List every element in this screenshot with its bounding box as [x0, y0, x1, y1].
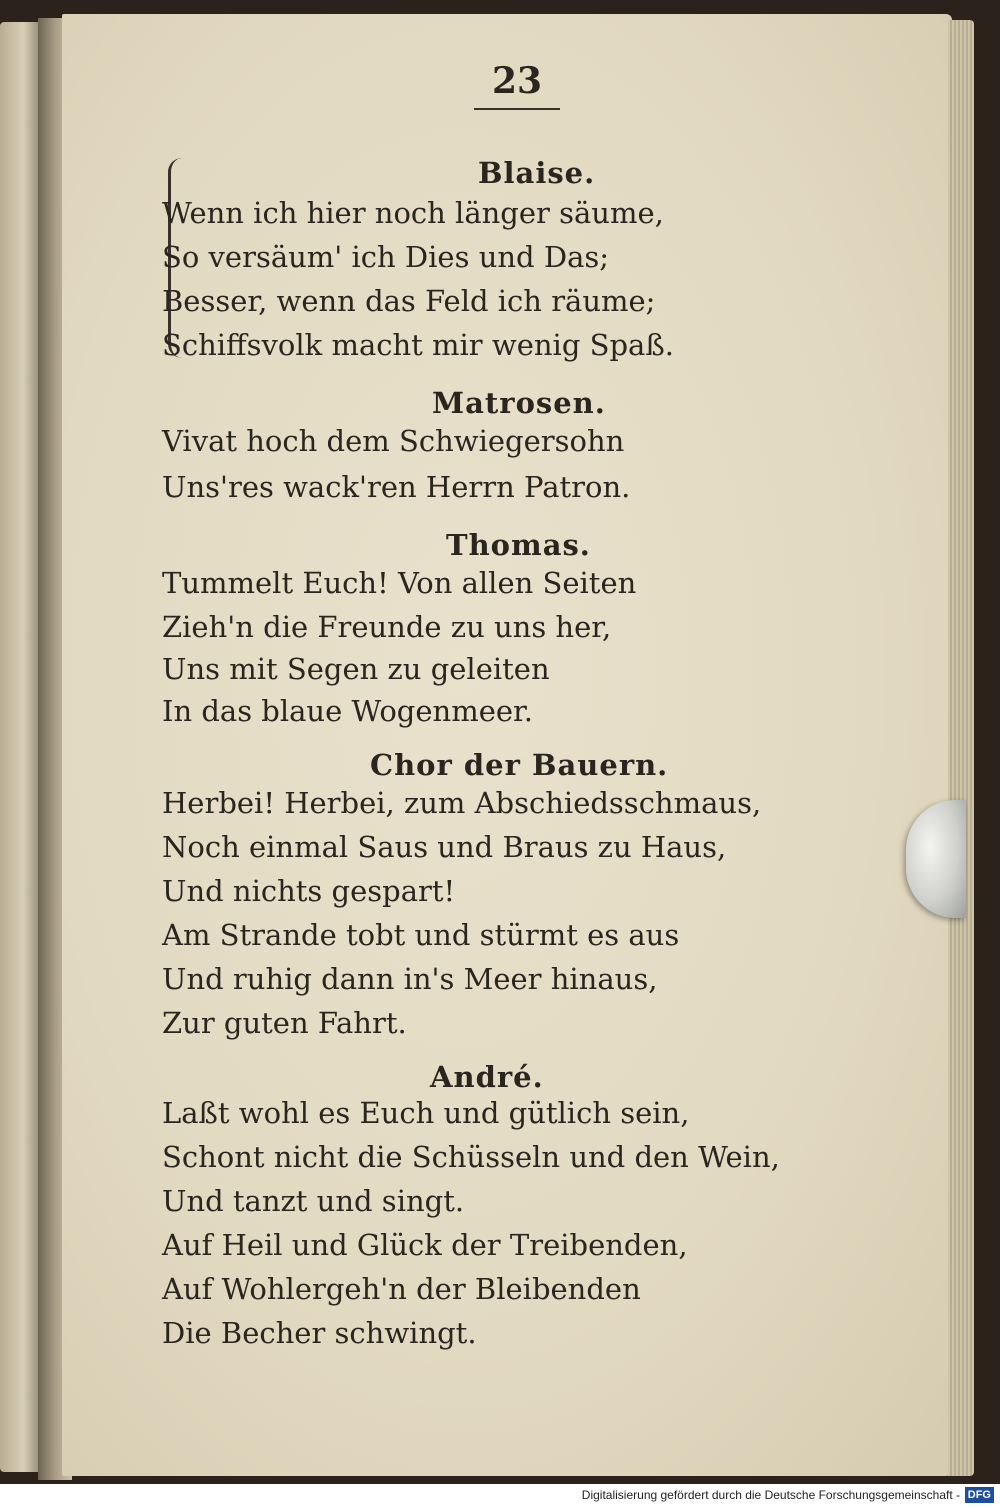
verse-line: Besser, wenn das Feld ich räume;: [162, 284, 656, 318]
verse-line: Zur guten Fahrt.: [162, 1006, 407, 1040]
verse-line: Und nichts gespart!: [162, 874, 456, 908]
verse-line: Und ruhig dann in's Meer hinaus,: [162, 962, 658, 996]
verse-line: Uns mit Segen zu geleiten: [162, 652, 550, 686]
verse-line: Auf Wohlergeh'n der Bleibenden: [162, 1272, 641, 1306]
verse-line: Zieh'n die Freunde zu uns her,: [162, 610, 612, 644]
page-number: 23: [491, 60, 543, 102]
speaker-heading: Chor der Bauern.: [370, 748, 669, 782]
verse-line: In das blaue Wogenmeer.: [162, 694, 533, 728]
speaker-heading: Matrosen.: [432, 386, 606, 420]
verse-line: Noch einmal Saus und Braus zu Haus,: [162, 830, 727, 864]
page-number-rule: [474, 108, 560, 110]
left-page-edge: [0, 22, 42, 1472]
verse-line: Vivat hoch dem Schwiegersohn: [162, 424, 625, 458]
page-edges: [948, 20, 974, 1476]
verse-line: Uns'res wack'ren Herrn Patron.: [162, 470, 631, 504]
verse-line: Laßt wohl es Euch und gütlich sein,: [162, 1096, 690, 1130]
verse-line: Tummelt Euch! Von allen Seiten: [162, 566, 637, 600]
verse-line: Die Becher schwingt.: [162, 1316, 477, 1350]
dfg-logo: DFG: [965, 1487, 994, 1503]
verse-line: So versäum' ich Dies und Das;: [162, 240, 610, 274]
verse-line: Schiffsvolk macht mir wenig Spaß.: [162, 328, 674, 362]
speaker-heading: Thomas.: [446, 528, 591, 562]
speaker-heading: André.: [430, 1060, 544, 1094]
verse-line: Herbei! Herbei, zum Abschiedsschmaus,: [162, 786, 762, 820]
footer-credit: Digitalisierung gefördert durch die Deutsche Forschungsgemeinschaft -: [581, 1488, 960, 1502]
verse-line: Am Strande tobt und stürmt es aus: [162, 918, 680, 952]
speaker-heading: Blaise.: [478, 156, 596, 190]
verse-line: Wenn ich hier noch länger säume,: [162, 196, 664, 230]
verse-line: Und tanzt und singt.: [162, 1184, 465, 1218]
verse-line: Schont nicht die Schüsseln und den Wein,: [162, 1140, 780, 1174]
verse-line: Auf Heil und Glück der Treibenden,: [162, 1228, 688, 1262]
